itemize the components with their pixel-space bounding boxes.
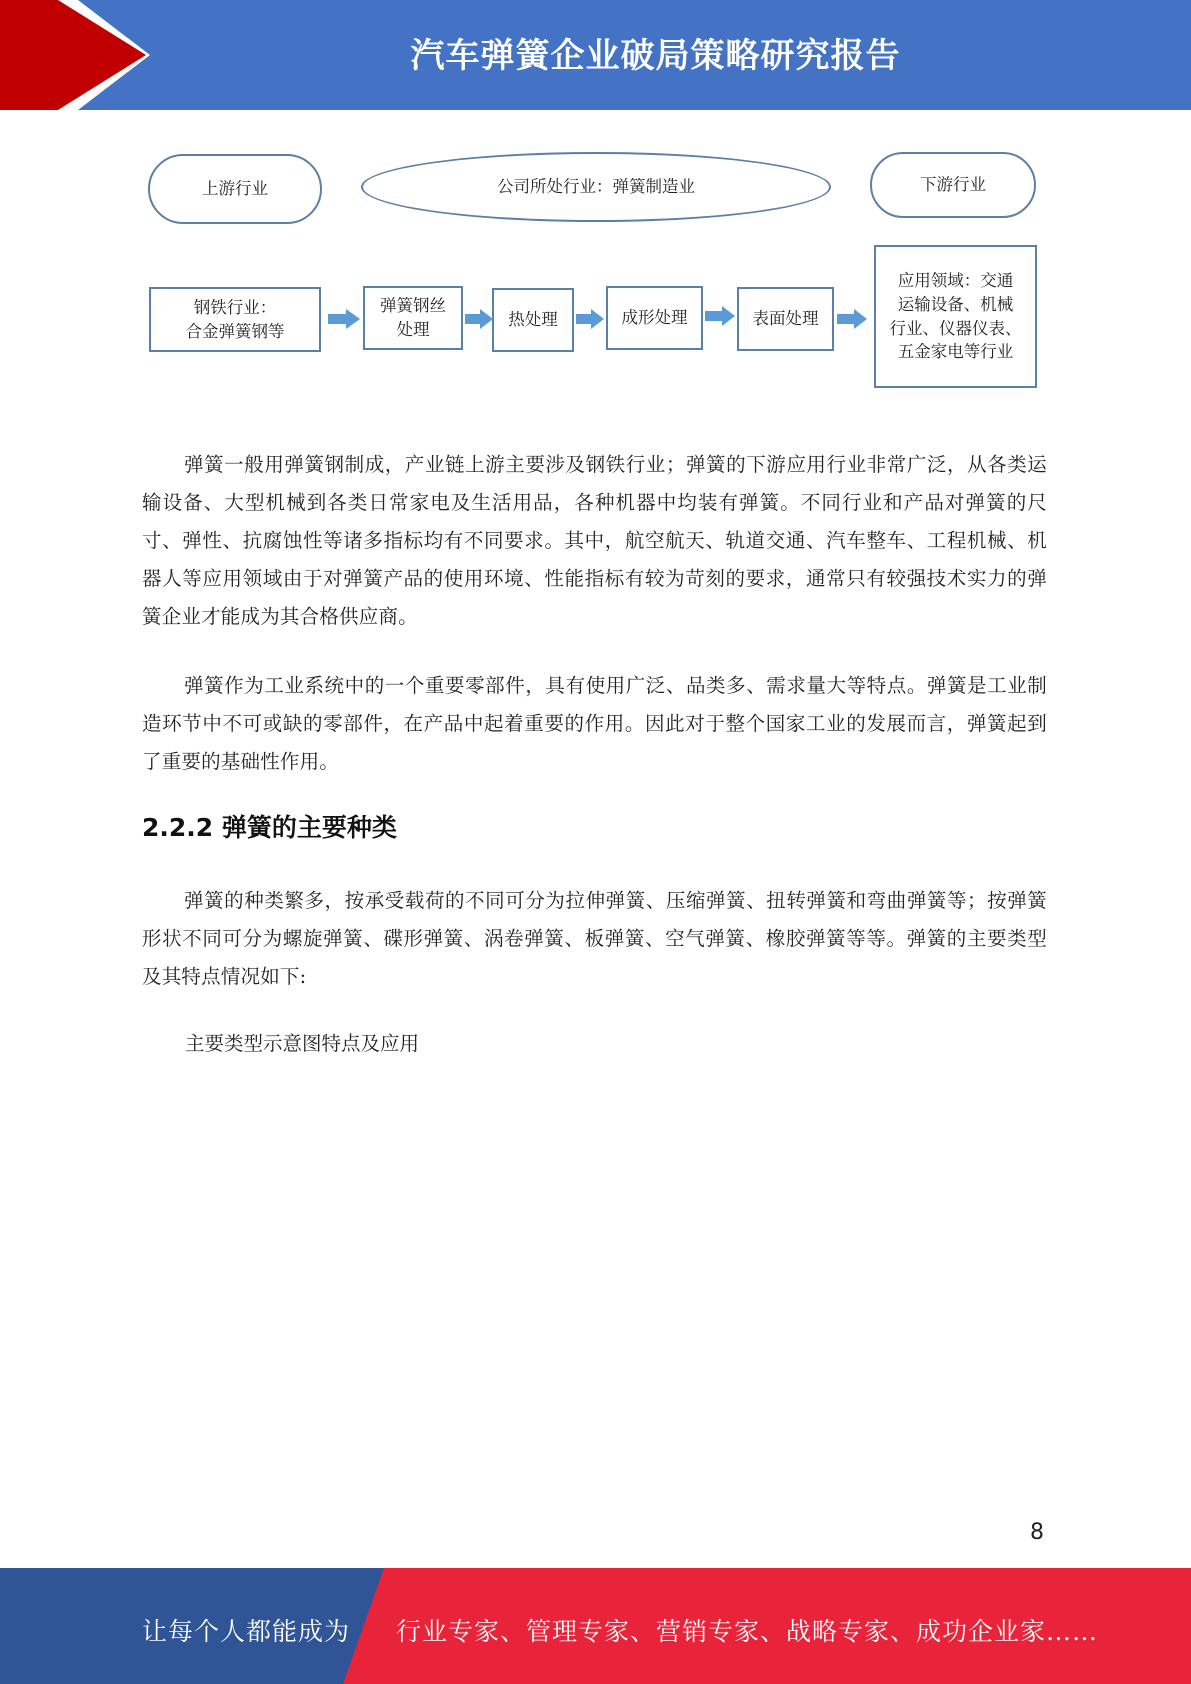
arrow-right-icon	[705, 306, 735, 326]
paragraph-1: 弹簧一般用弹簧钢制成，产业链上游主要涉及钢铁行业；弹簧的下游应用行业非常广泛，从各类运输设备、大型机械到各类日常家电及生活用品，各种机器中均装有弹簧。不同行业和产品对弹簧的尺寸、弹性、抗腐蚀性等诸多指标均有不同要求。其中，航空航天、轨道交通、汽车整车、工程机械、机器人等应用领域由于对弹簧产品的使用环境、性能指标有较为苛刻的要求，通常只有较强技术实力的弹簧企业才能成为其合格供应商。	[142, 453, 1047, 628]
arrow-right-icon	[576, 309, 604, 329]
footer-slogan-right: 行业专家、管理专家、营销专家、战略专家、成功企业家……	[396, 1617, 1099, 1646]
company-industry-node: 公司所处行业：弹簧制造业	[361, 152, 831, 222]
paragraph-3: 弹簧的种类繁多，按承受载荷的不同可分为拉伸弹簧、压缩弹簧、扭转弹簧和弯曲弹簧等；按弹簧形状不同可分为螺旋弹簧、碟形弹簧、涡卷弹簧、板弹簧、空气弹簧、橡胶弹簧等等。弹簧的主要类型及其特点情况如下:	[142, 889, 1047, 988]
step-forming: 成形处理	[606, 286, 703, 350]
step-heat-treatment: 热处理	[492, 288, 574, 352]
downstream-node: 下游行业	[870, 152, 1036, 218]
table-caption: 主要类型示意图特点及应用	[185, 1032, 420, 1055]
arrow-right-icon	[465, 309, 493, 329]
upstream-node: 上游行业	[148, 154, 322, 224]
page-number: 8	[1030, 1520, 1044, 1545]
application-node: 应用领域：交通 运输设备、机械 行业、仪器仪表、 五金家电等行业	[874, 245, 1037, 388]
paragraph-2: 弹簧作为工业系统中的一个重要零部件，具有使用广泛、品类多、需求量大等特点。弹簧是工业制造环节中不可或缺的零部件，在产品中起着重要的作用。因此对于整个国家工业的发展而言，弹簧起到了重要的基础性作用。	[142, 674, 1047, 773]
page-footer	[0, 1568, 1191, 1684]
step-steel-industry: 钢铁行业： 合金弹簧钢等	[149, 287, 321, 352]
footer-slogan-left: 让每个人都能成为	[142, 1617, 351, 1646]
industry-chain-diagram	[0, 0, 1191, 400]
arrow-right-icon	[328, 309, 360, 329]
step-spring-wire: 弹簧钢丝 处理	[363, 286, 463, 350]
section-heading: 2.2.2 弹簧的主要种类	[142, 813, 397, 842]
arrow-right-icon	[837, 309, 867, 329]
header-title: 汽车弹簧企业破局策略研究报告	[410, 36, 901, 76]
step-surface-treatment: 表面处理	[737, 287, 834, 351]
